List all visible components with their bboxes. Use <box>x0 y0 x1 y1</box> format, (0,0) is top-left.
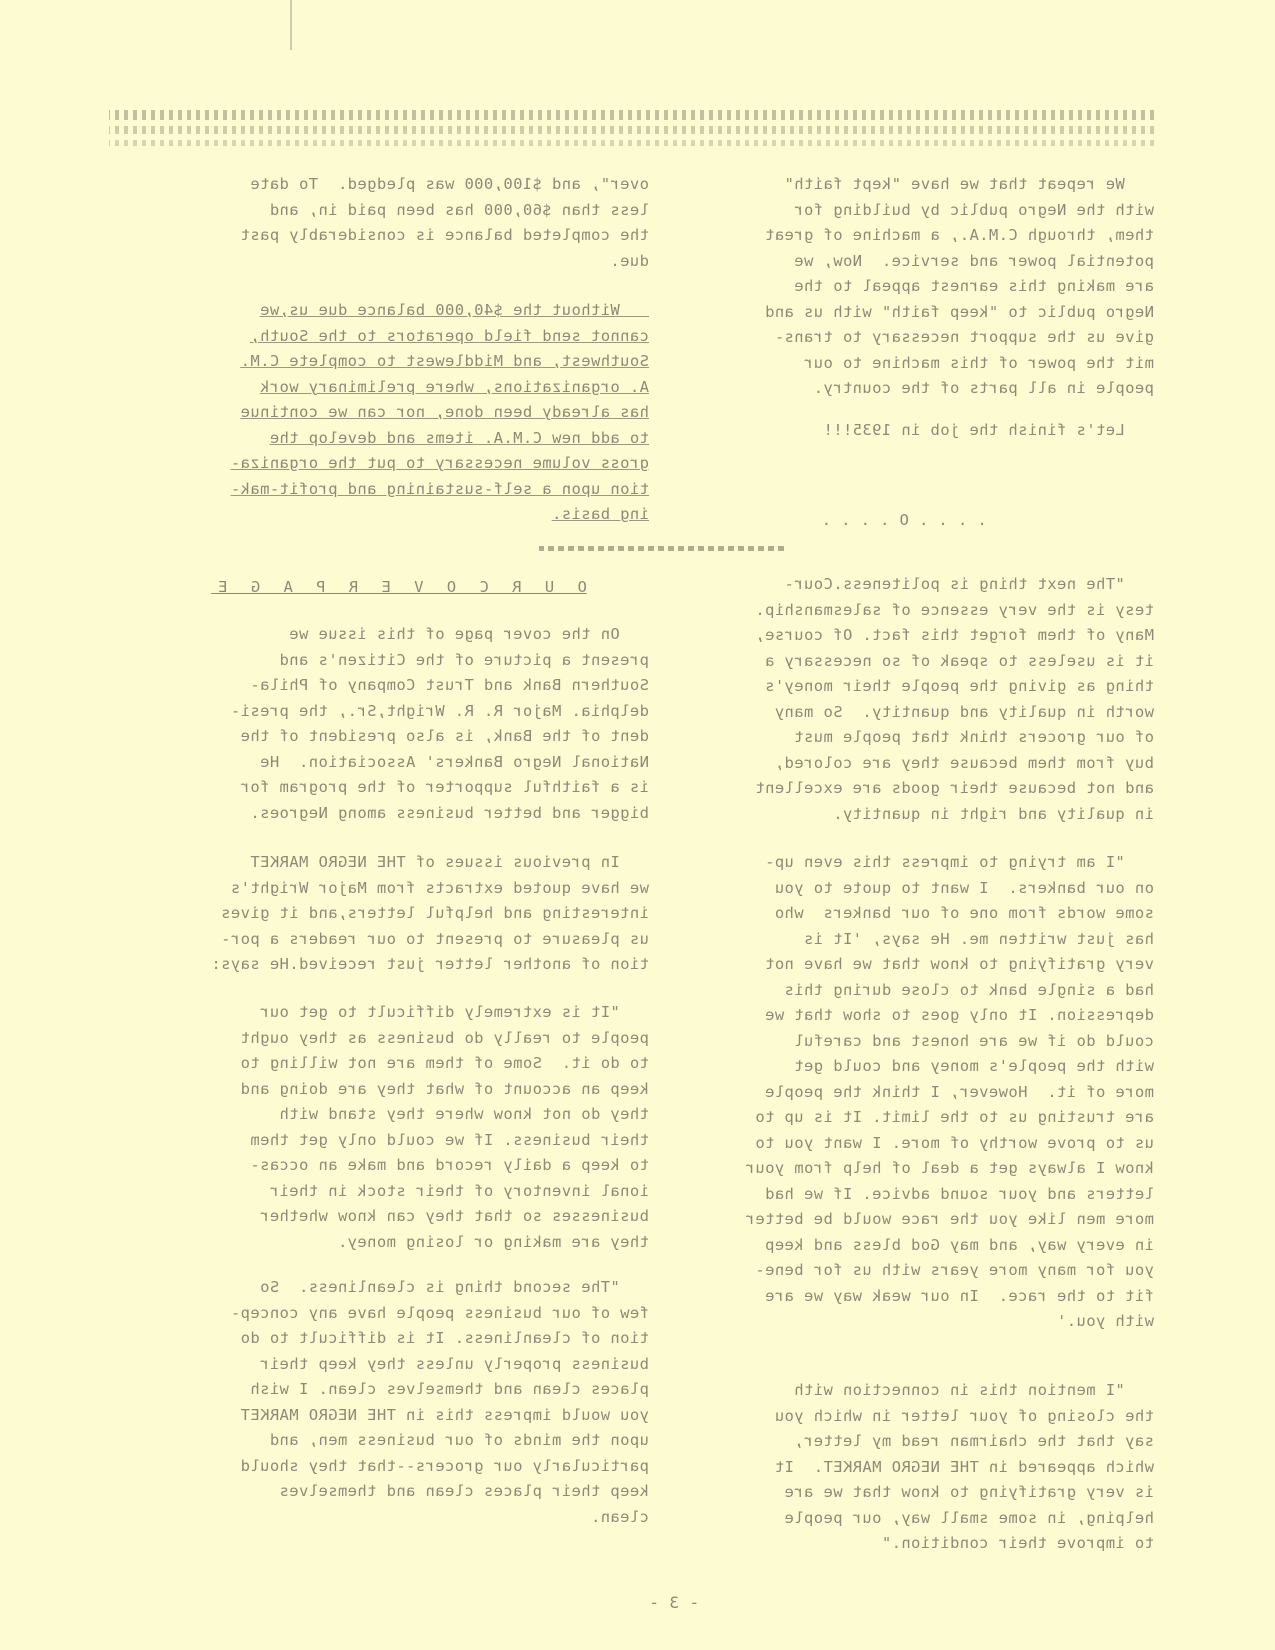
left-column-cover <box>149 622 649 826</box>
left-column-letters <box>149 850 649 978</box>
right-column-appeal <box>654 172 1154 402</box>
left-paragraph-3: On the cover page of this issue we present a picture of the Citizen's and Southern Bank and Trust Company of Phila- delphia. Major R. R. Wright,Sr., the presi- dent of the Bank, is also president of the National Negro Bankers' Association. He is a faithful supporter of the program for bigger and better business among Negroes. <box>230 625 649 822</box>
left-paragraph-2: Without the $40,000 balance due us,we cannot send field operators to the South, Southwest, and Middlewest to complete C.M. A. organizations, where preliminary work has already been done, nor can we continue to add new C.M.A. items and develop the gross volume necessary to put the organiza- tion upon a self-sustaining and profit-mak- ing basis. <box>230 301 649 523</box>
right-column-slogan <box>654 418 1154 444</box>
right-column-quote-1 <box>654 572 1154 827</box>
right-paragraph-1: We repeat that we have "kept faith" with the Negro public by building for them, through C.M.A., a machine of great potential power and service. Now, we are making this earnest appeal to the Negro public to "keep faith" with us and give us the support necessary to trans- mit the power of this machine to our people in all parts of the country. <box>764 175 1154 397</box>
right-paragraph-5: "I mention this in connection with the closing of your letter in which you say that the chairman read my letter, which appeared in THE NEGRO MARKET. It is very gratifying to know that we are helping, in some small way, our people to improve their condition." <box>774 1381 1154 1552</box>
left-paragraph-5: "It is extremely difficult to get our people to really do business as they ought to do it. Some of them are not willing to keep an account of what they are doing and they do not know where they stand with their business. If we could only get them to keep a daily record and make an occas- ional inventory of their stock in their businesses so that they can know whether they are making or losing money. <box>240 1003 649 1251</box>
right-paragraph-3: "The next thing is politeness.Cour- tesy is the very essence of salesmanship. Many of them forget this fact. Of course, it is useless to speak of so necessary a thing as giving the people their money's worth in quality and quantity. So many of our grocers think that people must buy from them because they are colored, and not because their goods are excellent in quality and right in quantity. <box>754 575 1154 823</box>
section-heading-our-cover-page: O U R C O V E R P A G E <box>211 578 587 596</box>
left-column-quote-2 <box>149 1275 649 1530</box>
decorative-border-middle <box>109 126 1154 134</box>
right-column-quote-3 <box>654 1378 1154 1557</box>
left-column-quote-1 <box>149 1000 649 1255</box>
left-paragraph-4: In previous issues of THE NEGRO MARKET we have quoted extracts from Major Wright's interesting and helpful letters,and it gives us pleasure to present to our readers a por- tion of another letter just received.He says: <box>211 853 649 973</box>
page-number: - 3 - <box>648 1593 700 1612</box>
right-paragraph-2: Let's finish the job in 1935!!! <box>823 421 1154 439</box>
decorative-border-bottom <box>109 140 1154 146</box>
right-column-separator <box>654 508 1154 534</box>
left-paragraph-6: "The second thing is cleanliness. So few of our business people have any concep- tion of cleanliness. It is difficult to do business properly unless they keep their places clean and themselves clean. I wish you would impress this in THE NEGRO MARKET upon the minds of our business men, and particularly our grocers--that they should keep their places clean and themselves clean. <box>230 1278 649 1526</box>
left-paragraph-1: over", and $100,000 was pledged. To date less than $60,000 has been paid in, and the completed balance is considerably past due. <box>240 175 649 270</box>
cover-page-section <box>149 578 649 596</box>
right-paragraph-4: "I am trying to impress this even up- on our bankers. I want to quote to you some words from one of our bankers who has just written me. He says, 'It is very gratifying to know that we have not had a single bank to close during this depression. It only goes to show that we could do if we are honest and careful with the people's money and could get more of it. However, I think the people are trusting us to the limit. It is up to us to prove worthy of more. I want you to know I always get a deal of help from your letters and your sound advice. If we had more men like you the race would be better in every way, and may God bless and keep you for many more years with us for bene- fit to the race. In our weak way we are with you.' <box>745 853 1154 1330</box>
section-divider-line <box>539 546 784 551</box>
section-separator: . . . . O . . . . <box>821 511 987 529</box>
right-column-quote-2 <box>654 850 1154 1335</box>
decorative-border-top <box>109 110 1154 120</box>
left-column-appeal <box>149 298 649 528</box>
left-column <box>149 172 649 274</box>
